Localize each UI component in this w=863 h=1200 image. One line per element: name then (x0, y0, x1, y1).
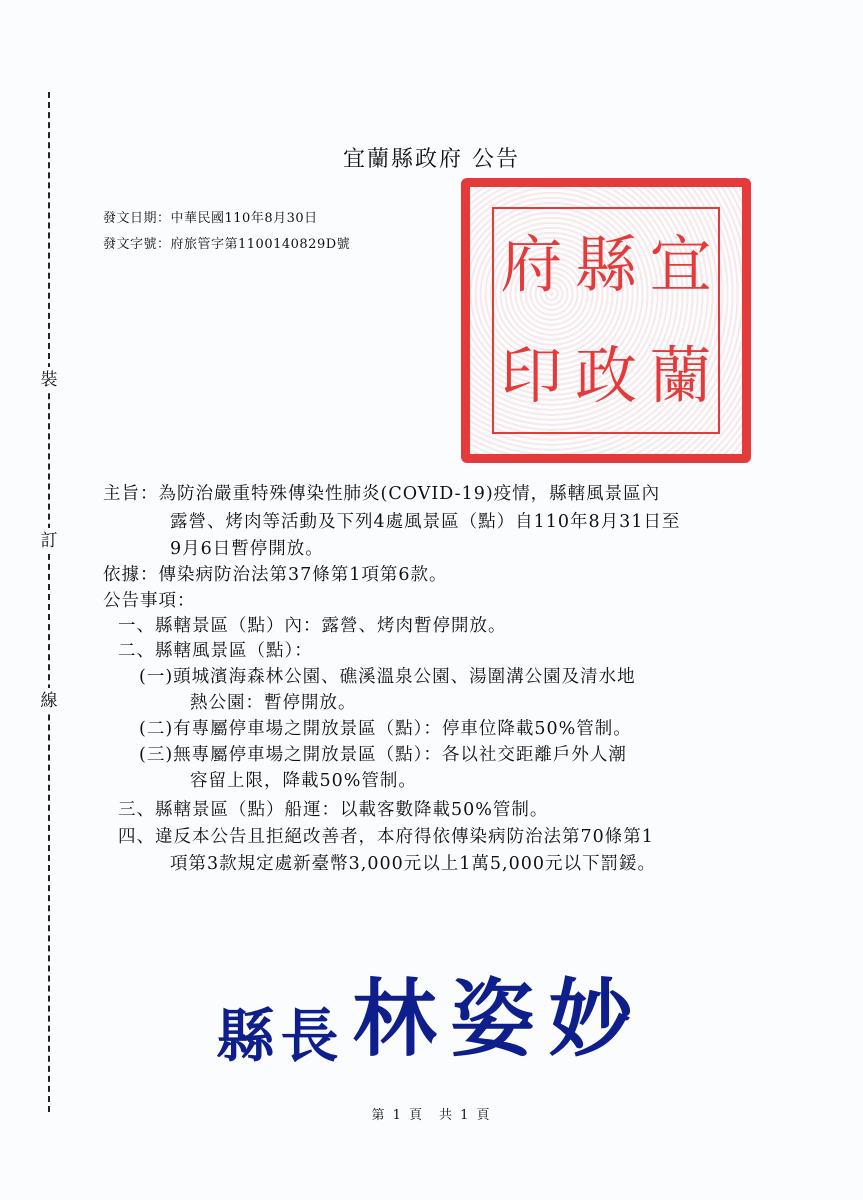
seal-char: 政 (574, 339, 637, 413)
subject-line-2: 露營、烤肉等活動及下列4處風景區（點）自110年8月31日至 (170, 512, 681, 532)
notice-item-4-cont: 項第3款規定處新臺幣3,000元以上1萬5,000元以下罰鍰。 (170, 854, 656, 874)
binding-char: 訂 (38, 528, 60, 554)
binding-char: 裝 (38, 367, 60, 393)
seal-inner-frame (492, 207, 720, 434)
notice-item-2: 二、縣轄風景區（點）： (118, 641, 313, 661)
notice-item-2-sub-3-cont: 容留上限，降載50%管制。 (190, 771, 417, 791)
signature-name: 林姿妙 (352, 969, 647, 1068)
notice-item-1: 一、縣轄景區（點）內：露營、烤肉暫停開放。 (118, 616, 507, 636)
seal-char: 印 (500, 339, 563, 413)
notice-item-3: 三、縣轄景區（點）船運：以載客數降載50%管制。 (118, 800, 549, 820)
issue-date: 發文日期：中華民國110年8月30日 (103, 211, 318, 226)
basis-line: 依據：傳染病防治法第37條第1項第6款。 (103, 565, 448, 585)
document-number: 發文字號：府旅管字第1100140829D號 (103, 237, 351, 252)
page-number: 第 1 頁 共 1 頁 (371, 1108, 492, 1123)
signature-block (0, 952, 863, 1073)
notice-item-2-sub-3: (三)無專屬停車場之開放景區（點）：各以社交距離戶外人潮 (139, 745, 627, 765)
binding-char: 線 (38, 688, 60, 714)
seal-char: 縣 (574, 227, 637, 301)
subject-line-1: 主旨：為防治嚴重特殊傳染性肺炎(COVID-19)疫情，縣轄風景區內 (103, 484, 661, 504)
notice-item-4: 四、違反本公告且拒絕改善者，本府得依傳染病防治法第70條第1 (118, 827, 654, 847)
subject-line-3: 9月6日暫停開放。 (170, 539, 324, 559)
notice-item-2-sub-1-cont: 熱公園：暫停開放。 (190, 693, 357, 713)
seal-char: 宜 (649, 227, 712, 301)
notice-item-2-sub-2: (二)有專屬停車場之開放景區（點）：停車位降載50%管制。 (139, 719, 632, 739)
notice-heading: 公告事項： (103, 591, 196, 611)
seal-char: 府 (500, 227, 563, 301)
notice-item-2-sub-1: (一)頭城濱海森林公園、礁溪溫泉公園、湯圍溝公園及清水地 (139, 667, 636, 687)
seal-char: 蘭 (649, 339, 712, 413)
page-title: 宜蘭縣政府 公告 (343, 147, 520, 172)
official-seal-stamp (461, 178, 751, 463)
signature-title: 縣長 (216, 1002, 345, 1070)
